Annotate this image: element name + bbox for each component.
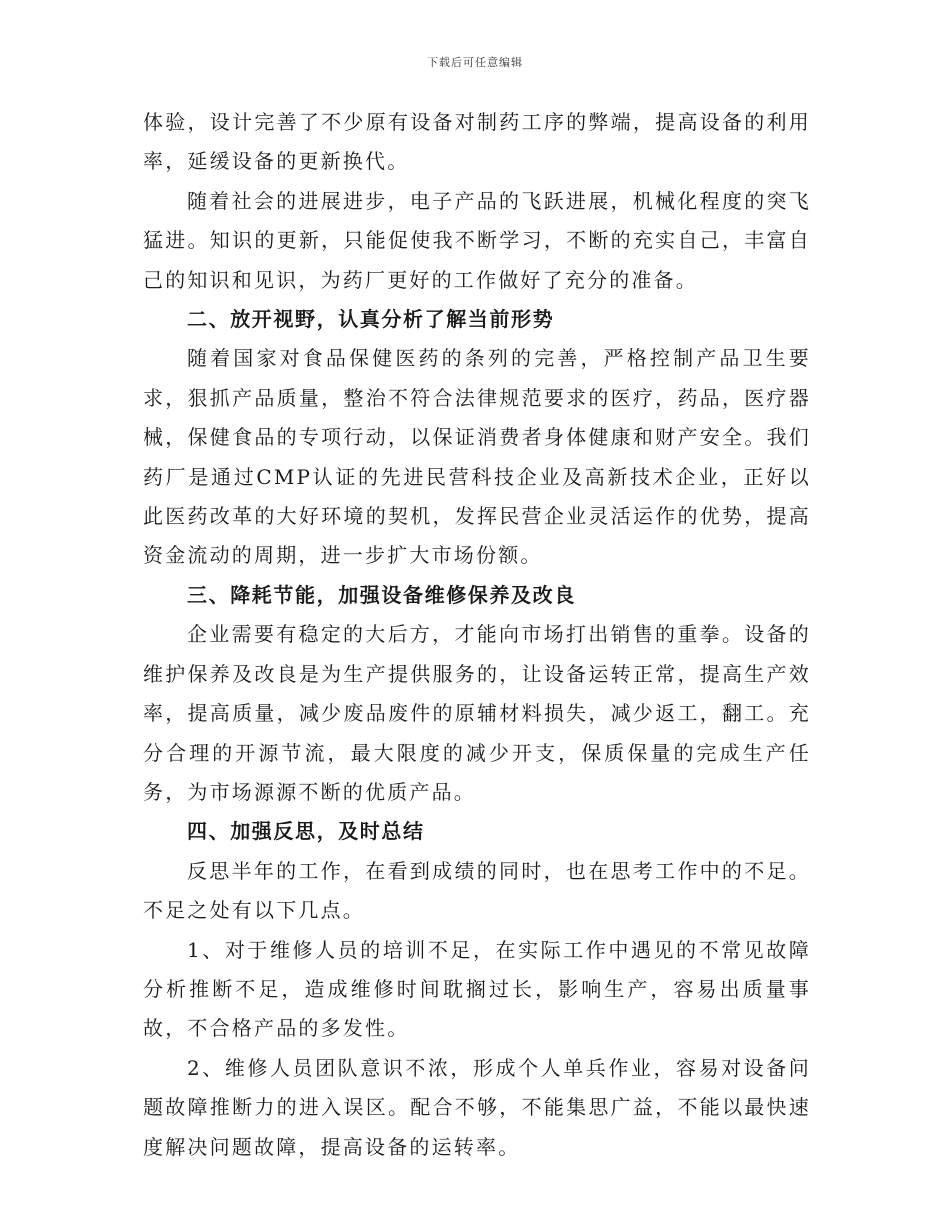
paragraph: 企业需要有稳定的大后方，才能向市场打出销售的重拳。设备的维护保养及改良是为生产提供服务的，让设备运转正常，提高生产效率，提高质量，减少废品废件的原辅材料损失，减少返工，翻工。充分合理的开源节流，最大限度的减少开支，保质保量的完成生产任务，为市场源源不断的优质产品。 [143, 622, 811, 804]
section-heading: 三、降耗节能，加强设备维修保养及改良 [187, 582, 576, 607]
list-item-paragraph: 2、维修人员团队意识不浓，形成个人单兵作业，容易对设备问题故障推断力的进入误区。配合不够，不能集思广益，不能以最快速度解决问题故障，提高设备的运转率。 [143, 1055, 811, 1159]
paragraph: 反思半年的工作，在看到成绩的同时，也在思考工作中的不足。不足之处有以下几点。 [143, 858, 811, 923]
list-item-paragraph: 1、对于维修人员的培训不足，在实际工作中遇见的不常见故障分析推断不足，造成维修时间耽搁过长，影响生产，容易出质量事故，不合格产品的多发性。 [143, 937, 811, 1041]
page-header: 下载后可任意编辑 [427, 56, 523, 69]
section-heading: 四、加强反思，及时总结 [187, 819, 425, 844]
paragraph: 体验，设计完善了不少原有设备对制药工序的弊端，提高设备的利用率，延缓设备的更新换代。 [143, 110, 811, 174]
paragraph: 随着社会的进展进步，电子产品的飞跃进展，机械化程度的突飞猛进。知识的更新，只能促使我不断学习，不断的充实自己，丰富自己的知识和见识，为药厂更好的工作做好了充分的准备。 [143, 188, 811, 292]
section-heading: 二、放开视野，认真分析了解当前形势 [187, 307, 555, 332]
document-body [143, 103, 811, 1167]
paragraph: 随着国家对食品保健医药的条列的完善，严格控制产品卫生要求，狠抓产品质量，整治不符合法律规范要求的医疗，药品，医疗器械，保健食品的专项行动，以保证消费者身体健康和财产安全。我们药厂是通过CMP认证的先进民营科技企业及高新技术企业，正好以此医药改革的大好环境的契机，发挥民营企业灵活运作的优势，提高资金流动的周期，进一步扩大市场份额。 [143, 346, 811, 568]
